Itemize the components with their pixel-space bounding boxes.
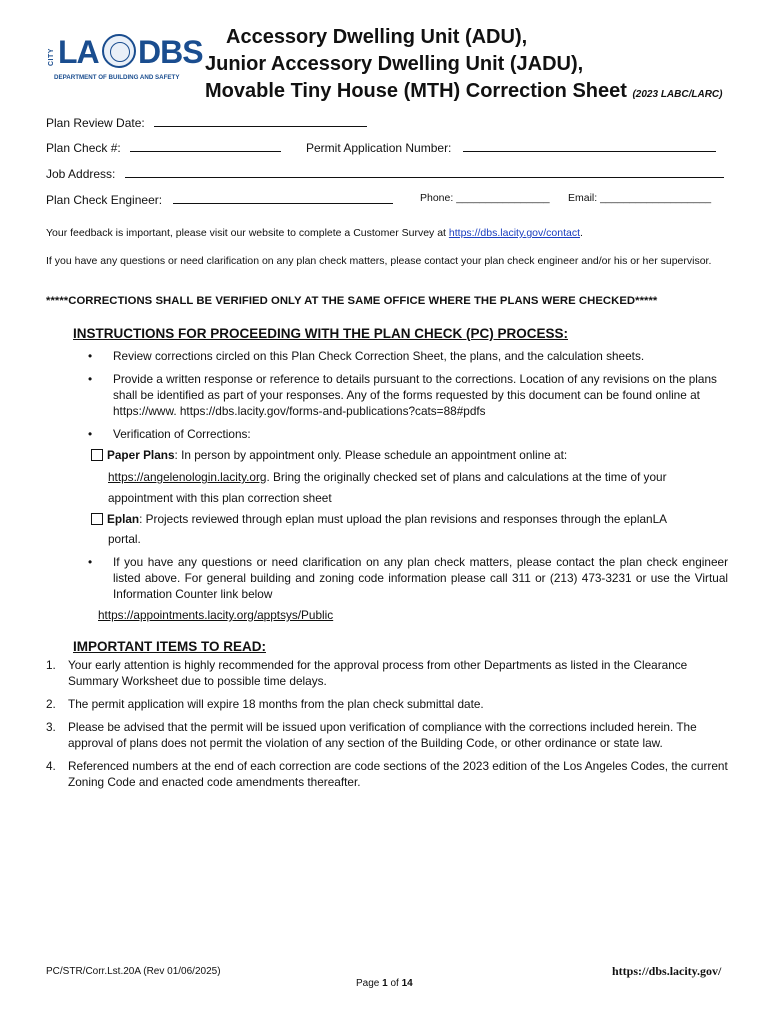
form-id: PC/STR/Corr.Lst.20A (Rev 01/06/2025) [46,966,221,977]
logo-department-text: DEPARTMENT OF BUILDING AND SAFETY [54,74,180,81]
title-line-3 [205,78,722,108]
item-number: 1. [46,658,56,672]
item-text: Referenced numbers at the end of each correction are code sections of the 2023 edition of the Los Angeles Codes, the current Zoning Code and enacted code amendments thereafter. [68,759,728,789]
bullet-icon: • [88,427,93,441]
instruction-bullet-4 [88,554,728,602]
instructions-heading: INSTRUCTIONS FOR PROCEEDING WITH THE PLAN CHECK (PC) PROCESS: [73,326,569,341]
item-text: Your early attention is highly recommended for the approval process from other Departments as listed in the Clearance Summary Worksheet due to possible time delays. [68,658,688,688]
title-line-1: Accessory Dwelling Unit (ADU), [226,26,528,48]
item-number: 4. [46,759,56,773]
item-text: The permit application will expire 18 months from the plan check submittal date. [68,697,484,711]
important-item-1 [46,657,728,689]
contact-link[interactable]: https://dbs.lacity.gov/contact [448,227,581,239]
plan-check-label: Plan Check #: [46,141,121,155]
plan-review-date-label: Plan Review Date: [46,116,145,130]
page-current: 1 [382,978,388,989]
angeleno-login-link[interactable]: https://angelenologin.lacity.org [108,470,267,484]
plan-review-date-field [46,114,367,130]
instruction-bullet-1 [88,348,728,364]
paper-plans-label: Paper Plans [107,448,175,462]
bullet-icon: • [88,372,93,386]
job-address-field [46,165,724,181]
eplan-text: : Projects reviewed through eplan must upload the plan revisions and responses through the eplanLA [139,512,668,526]
footer-website-link[interactable]: https://dbs.lacity.gov/ [612,964,722,978]
instruction-bullet-3-text: Verification of Corrections: [113,427,251,441]
plan-check-field [46,139,281,155]
instruction-bullet-2-text: Provide a written response or reference to details pursuant to the corrections. Location of any revisions on the plans shall be identified as part of your responses. Any of the forms requested by this document can be found online at https://www. https://dbs.lacity.gov/forms-and-publications?cats=88#pdfs [113,372,717,418]
page-prefix: Page [356,978,383,989]
page-of: of [387,978,402,989]
instruction-bullet-1-text: Review corrections circled on this Plan Check Correction Sheet, the plans, and the calculation sheets. [113,349,645,363]
item-text: Please be advised that the permit will be issued upon verification of compliance with the corrections included herein. The approval of plans does not permit the violation of any section of the Building Code, or other ordinance or state law. [68,720,697,750]
logo-city-text: CITY [48,48,55,66]
paper-plans-continued [108,467,728,488]
eplan-continued: portal. [108,532,141,546]
permit-application-label: Permit Application Number: [306,141,452,155]
permit-application-field [306,139,716,155]
phone-label: Phone: ________________ [420,192,550,204]
email-label: Email: ___________________ [568,192,712,204]
questions-paragraph: If you have any questions or need clarification on any plan check matters, please contact your plan check engineer and/or his or her supervisor. [46,255,712,267]
title-code: (2023 LABC/LARC) [632,89,723,100]
item-number: 2. [46,697,56,711]
plan-check-engineer-field [46,191,393,207]
ladbs-logo [46,32,203,88]
instruction-bullet-4-text: If you have any questions or need clarification on any plan check matters, please contact the plan check engineer listed above. For general building and zoning code information please call 311 or (213) 473-3231 or use the Virtual Information Counter link below [113,555,728,601]
paper-plans-cont-text: . Bring the originally checked set of plans and calculations at the time of your [266,470,667,484]
plan-check-engineer-label: Plan Check Engineer: [46,193,163,207]
important-item-4 [46,758,728,790]
email-field[interactable] [568,192,711,204]
instruction-bullet-2 [88,371,728,419]
title-line-2: Junior Accessory Dwelling Unit (JADU), [205,53,584,75]
important-item-3 [46,719,728,751]
bullet-icon: • [88,555,93,569]
job-address-input[interactable] [125,165,724,178]
page-total: 14 [401,978,413,989]
plan-check-engineer-input[interactable] [173,191,393,204]
eplan-checkbox[interactable] [91,513,103,525]
vic-link-row [98,605,718,626]
eplan-option [91,509,731,530]
instruction-bullet-3 [88,426,728,442]
important-item-2 [46,696,728,712]
corrections-warning: *****CORRECTIONS SHALL BE VERIFIED ONLY AT THE SAME OFFICE WHERE THE PLANS WERE CHECKED***** [46,295,658,307]
virtual-information-counter-link[interactable]: https://appointments.lacity.org/apptsys/Public [98,608,334,622]
page-number [356,978,413,989]
title-line-3-text: Movable Tiny House (MTH) Correction Sheet [205,80,627,102]
permit-application-input[interactable] [463,139,716,152]
job-address-label: Job Address: [46,167,116,181]
paper-plans-continued-2: appointment with this plan correction sheet [108,491,332,505]
plan-check-input[interactable] [130,139,281,152]
eplan-label: Eplan [107,512,140,526]
logo-dbs-text: DBS [138,34,203,70]
feedback-end: . [580,227,583,239]
logo-la-text: LA [58,34,99,70]
city-seal-icon [102,34,136,68]
paper-plans-option [91,445,731,466]
phone-field[interactable] [420,192,550,204]
important-heading: IMPORTANT ITEMS TO READ: [73,639,266,654]
plan-review-date-input[interactable] [154,114,367,127]
feedback-paragraph [46,226,726,240]
feedback-text: Your feedback is important, please visit our website to complete a Customer Survey at [46,227,449,239]
paper-plans-text: : In person by appointment only. Please schedule an appointment online at: [174,448,568,462]
bullet-icon: • [88,349,93,363]
paper-plans-checkbox[interactable] [91,449,103,461]
document-title [205,24,722,108]
item-number: 3. [46,720,56,734]
